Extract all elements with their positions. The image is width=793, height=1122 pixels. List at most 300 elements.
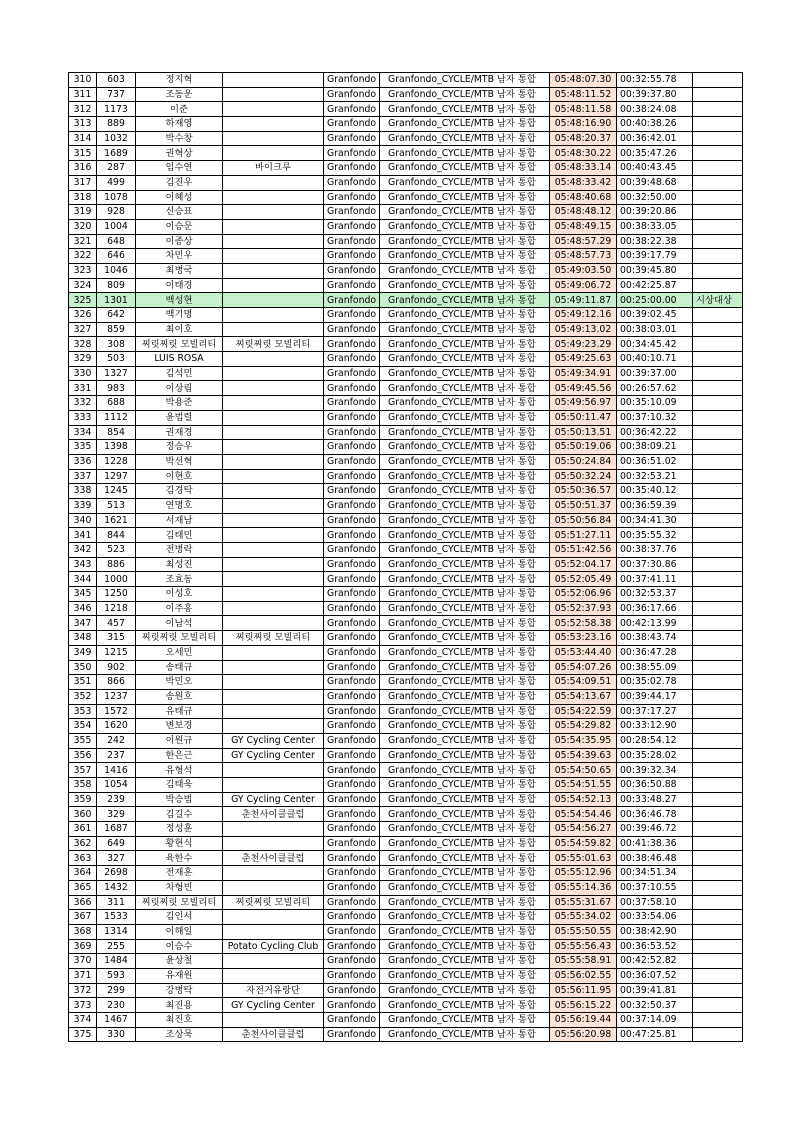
bib-cell: 237 bbox=[97, 748, 136, 763]
rank-cell: 357 bbox=[69, 763, 97, 778]
rank-cell: 369 bbox=[69, 939, 97, 954]
team-cell bbox=[223, 352, 324, 367]
course-cell: Granfondo bbox=[324, 1027, 380, 1042]
category-cell: Granfondo_CYCLE/MTB 남자 통합 bbox=[380, 73, 550, 88]
category-cell: Granfondo_CYCLE/MTB 남자 통합 bbox=[380, 689, 550, 704]
table-row bbox=[69, 278, 743, 293]
bib-cell: 737 bbox=[97, 87, 136, 102]
total-time-cell: 05:52:37.93 bbox=[550, 601, 617, 616]
table-row bbox=[69, 131, 743, 146]
category-cell: Granfondo_CYCLE/MTB 남자 통합 bbox=[380, 410, 550, 425]
total-time-cell: 05:52:05.49 bbox=[550, 572, 617, 587]
category-cell: Granfondo_CYCLE/MTB 남자 통합 bbox=[380, 763, 550, 778]
segment-time-cell: 00:36:07.52 bbox=[617, 968, 693, 983]
rank-cell: 353 bbox=[69, 704, 97, 719]
course-cell: Granfondo bbox=[324, 704, 380, 719]
name-cell: 연명호 bbox=[136, 498, 223, 513]
rank-cell: 314 bbox=[69, 131, 97, 146]
course-cell: Granfondo bbox=[324, 543, 380, 558]
rank-cell: 323 bbox=[69, 263, 97, 278]
note-cell bbox=[693, 807, 743, 822]
total-time-cell: 05:56:11.95 bbox=[550, 983, 617, 998]
total-time-cell: 05:54:35.95 bbox=[550, 733, 617, 748]
name-cell: 이태경 bbox=[136, 278, 223, 293]
team-cell bbox=[223, 440, 324, 455]
note-cell bbox=[693, 836, 743, 851]
note-cell bbox=[693, 440, 743, 455]
category-cell: Granfondo_CYCLE/MTB 남자 통합 bbox=[380, 704, 550, 719]
team-cell bbox=[223, 117, 324, 132]
table-row bbox=[69, 146, 743, 161]
bib-cell: 1297 bbox=[97, 469, 136, 484]
bib-cell: 1237 bbox=[97, 689, 136, 704]
category-cell: Granfondo_CYCLE/MTB 남자 통합 bbox=[380, 601, 550, 616]
name-cell: 최진용 bbox=[136, 998, 223, 1013]
bib-cell: 854 bbox=[97, 425, 136, 440]
category-cell: Granfondo_CYCLE/MTB 남자 통합 bbox=[380, 1013, 550, 1028]
team-cell bbox=[223, 836, 324, 851]
name-cell: 이승문 bbox=[136, 219, 223, 234]
rank-cell: 324 bbox=[69, 278, 97, 293]
category-cell: Granfondo_CYCLE/MTB 남자 통합 bbox=[380, 748, 550, 763]
bib-cell: 1621 bbox=[97, 513, 136, 528]
bib-cell: 499 bbox=[97, 175, 136, 190]
category-cell: Granfondo_CYCLE/MTB 남자 통합 bbox=[380, 557, 550, 572]
total-time-cell: 05:55:56.43 bbox=[550, 939, 617, 954]
total-time-cell: 05:48:30.22 bbox=[550, 146, 617, 161]
rank-cell: 329 bbox=[69, 352, 97, 367]
bib-cell: 1112 bbox=[97, 410, 136, 425]
team-cell: 자전거유랑단 bbox=[223, 983, 324, 998]
table-row bbox=[69, 983, 743, 998]
category-cell: Granfondo_CYCLE/MTB 남자 통합 bbox=[380, 910, 550, 925]
segment-time-cell: 00:35:40.12 bbox=[617, 484, 693, 499]
note-cell bbox=[693, 968, 743, 983]
note-cell bbox=[693, 910, 743, 925]
name-cell: 조동운 bbox=[136, 87, 223, 102]
rank-cell: 347 bbox=[69, 616, 97, 631]
table-row bbox=[69, 175, 743, 190]
table-row bbox=[69, 205, 743, 220]
category-cell: Granfondo_CYCLE/MTB 남자 통합 bbox=[380, 87, 550, 102]
course-cell: Granfondo bbox=[324, 763, 380, 778]
bib-cell: 311 bbox=[97, 895, 136, 910]
table-row bbox=[69, 366, 743, 381]
name-cell: 권혁상 bbox=[136, 146, 223, 161]
total-time-cell: 05:49:25.63 bbox=[550, 352, 617, 367]
rank-cell: 364 bbox=[69, 866, 97, 881]
name-cell: 이남석 bbox=[136, 616, 223, 631]
total-time-cell: 05:49:03.50 bbox=[550, 263, 617, 278]
total-time-cell: 05:48:20.37 bbox=[550, 131, 617, 146]
segment-time-cell: 00:38:46.48 bbox=[617, 851, 693, 866]
segment-time-cell: 00:39:46.72 bbox=[617, 822, 693, 837]
name-cell: 최이호 bbox=[136, 322, 223, 337]
name-cell: 김길수 bbox=[136, 807, 223, 822]
bib-cell: 642 bbox=[97, 308, 136, 323]
rank-cell: 327 bbox=[69, 322, 97, 337]
table-row bbox=[69, 469, 743, 484]
category-cell: Granfondo_CYCLE/MTB 남자 통합 bbox=[380, 631, 550, 646]
bib-cell: 983 bbox=[97, 381, 136, 396]
rank-cell: 351 bbox=[69, 675, 97, 690]
team-cell bbox=[223, 381, 324, 396]
bib-cell: 330 bbox=[97, 1027, 136, 1042]
category-cell: Granfondo_CYCLE/MTB 남자 통합 bbox=[380, 425, 550, 440]
segment-time-cell: 00:36:59.39 bbox=[617, 498, 693, 513]
course-cell: Granfondo bbox=[324, 146, 380, 161]
category-cell: Granfondo_CYCLE/MTB 남자 통합 bbox=[380, 263, 550, 278]
course-cell: Granfondo bbox=[324, 528, 380, 543]
note-cell bbox=[693, 954, 743, 969]
total-time-cell: 05:56:15.22 bbox=[550, 998, 617, 1013]
segment-time-cell: 00:35:02.78 bbox=[617, 675, 693, 690]
note-cell bbox=[693, 645, 743, 660]
note-cell bbox=[693, 131, 743, 146]
rank-cell: 333 bbox=[69, 410, 97, 425]
total-time-cell: 05:49:56.97 bbox=[550, 396, 617, 411]
total-time-cell: 05:54:22.59 bbox=[550, 704, 617, 719]
course-cell: Granfondo bbox=[324, 675, 380, 690]
rank-cell: 363 bbox=[69, 851, 97, 866]
name-cell: 이준 bbox=[136, 102, 223, 117]
name-cell: 백기명 bbox=[136, 308, 223, 323]
note-cell bbox=[693, 601, 743, 616]
note-cell bbox=[693, 616, 743, 631]
segment-time-cell: 00:39:37.80 bbox=[617, 87, 693, 102]
course-cell: Granfondo bbox=[324, 469, 380, 484]
course-cell: Granfondo bbox=[324, 719, 380, 734]
total-time-cell: 05:50:51.37 bbox=[550, 498, 617, 513]
name-cell: 이주홍 bbox=[136, 601, 223, 616]
team-cell bbox=[223, 396, 324, 411]
team-cell bbox=[223, 601, 324, 616]
bib-cell: 1301 bbox=[97, 293, 136, 308]
bib-cell: 886 bbox=[97, 557, 136, 572]
name-cell: 윤상철 bbox=[136, 954, 223, 969]
note-cell bbox=[693, 410, 743, 425]
rank-cell: 320 bbox=[69, 219, 97, 234]
name-cell: 신승표 bbox=[136, 205, 223, 220]
total-time-cell: 05:56:02.55 bbox=[550, 968, 617, 983]
total-time-cell: 05:55:50.55 bbox=[550, 924, 617, 939]
rank-cell: 325 bbox=[69, 293, 97, 308]
course-cell: Granfondo bbox=[324, 733, 380, 748]
total-time-cell: 05:48:40.68 bbox=[550, 190, 617, 205]
category-cell: Granfondo_CYCLE/MTB 남자 통합 bbox=[380, 352, 550, 367]
course-cell: Granfondo bbox=[324, 175, 380, 190]
segment-time-cell: 00:36:17.66 bbox=[617, 601, 693, 616]
segment-time-cell: 00:32:53.21 bbox=[617, 469, 693, 484]
category-cell: Granfondo_CYCLE/MTB 남자 통합 bbox=[380, 234, 550, 249]
table-row bbox=[69, 924, 743, 939]
note-cell bbox=[693, 983, 743, 998]
segment-time-cell: 00:37:17.27 bbox=[617, 704, 693, 719]
course-cell: Granfondo bbox=[324, 660, 380, 675]
segment-time-cell: 00:38:09.21 bbox=[617, 440, 693, 455]
bib-cell: 1620 bbox=[97, 719, 136, 734]
segment-time-cell: 00:39:44.17 bbox=[617, 689, 693, 704]
course-cell: Granfondo bbox=[324, 425, 380, 440]
total-time-cell: 05:55:01.63 bbox=[550, 851, 617, 866]
team-cell bbox=[223, 778, 324, 793]
rank-cell: 345 bbox=[69, 587, 97, 602]
note-cell bbox=[693, 425, 743, 440]
course-cell: Granfondo bbox=[324, 117, 380, 132]
total-time-cell: 05:50:19.06 bbox=[550, 440, 617, 455]
bib-cell: 1054 bbox=[97, 778, 136, 793]
course-cell: Granfondo bbox=[324, 807, 380, 822]
team-cell: Potato Cycling Club bbox=[223, 939, 324, 954]
team-cell bbox=[223, 528, 324, 543]
name-cell: 찌릿찌릿 모빌리티 bbox=[136, 895, 223, 910]
name-cell: 전재훈 bbox=[136, 866, 223, 881]
note-cell bbox=[693, 263, 743, 278]
bib-cell: 1173 bbox=[97, 102, 136, 117]
note-cell bbox=[693, 469, 743, 484]
segment-time-cell: 00:36:46.78 bbox=[617, 807, 693, 822]
rank-cell: 311 bbox=[69, 87, 97, 102]
note-cell bbox=[693, 939, 743, 954]
team-cell: GY Cycling Center bbox=[223, 748, 324, 763]
rank-cell: 317 bbox=[69, 175, 97, 190]
team-cell bbox=[223, 616, 324, 631]
team-cell: 찌릿찌릿 모빌리티 bbox=[223, 631, 324, 646]
total-time-cell: 05:54:09.51 bbox=[550, 675, 617, 690]
table-row bbox=[69, 836, 743, 851]
note-cell bbox=[693, 748, 743, 763]
rank-cell: 340 bbox=[69, 513, 97, 528]
total-time-cell: 05:54:52.13 bbox=[550, 792, 617, 807]
name-cell: 이상림 bbox=[136, 381, 223, 396]
category-cell: Granfondo_CYCLE/MTB 남자 통합 bbox=[380, 719, 550, 734]
segment-time-cell: 00:42:25.87 bbox=[617, 278, 693, 293]
segment-time-cell: 00:34:45.42 bbox=[617, 337, 693, 352]
team-cell bbox=[223, 322, 324, 337]
rank-cell: 371 bbox=[69, 968, 97, 983]
bib-cell: 1327 bbox=[97, 366, 136, 381]
name-cell: 황현식 bbox=[136, 836, 223, 851]
segment-time-cell: 00:37:30.86 bbox=[617, 557, 693, 572]
course-cell: Granfondo bbox=[324, 161, 380, 176]
rank-cell: 366 bbox=[69, 895, 97, 910]
bib-cell: 648 bbox=[97, 234, 136, 249]
bib-cell: 308 bbox=[97, 337, 136, 352]
category-cell: Granfondo_CYCLE/MTB 남자 통합 bbox=[380, 645, 550, 660]
course-cell: Granfondo bbox=[324, 381, 380, 396]
total-time-cell: 05:48:07.30 bbox=[550, 73, 617, 88]
course-cell: Granfondo bbox=[324, 689, 380, 704]
name-cell: 이혜성 bbox=[136, 190, 223, 205]
course-cell: Granfondo bbox=[324, 939, 380, 954]
bib-cell: 928 bbox=[97, 205, 136, 220]
course-cell: Granfondo bbox=[324, 968, 380, 983]
total-time-cell: 05:54:51.55 bbox=[550, 778, 617, 793]
category-cell: Granfondo_CYCLE/MTB 남자 통합 bbox=[380, 836, 550, 851]
rank-cell: 342 bbox=[69, 543, 97, 558]
team-cell: 찌릿찌릿 모빌리티 bbox=[223, 895, 324, 910]
segment-time-cell: 00:39:20.86 bbox=[617, 205, 693, 220]
rank-cell: 350 bbox=[69, 660, 97, 675]
bib-cell: 866 bbox=[97, 675, 136, 690]
team-cell bbox=[223, 880, 324, 895]
name-cell: 박민오 bbox=[136, 675, 223, 690]
table-row bbox=[69, 322, 743, 337]
course-cell: Granfondo bbox=[324, 484, 380, 499]
segment-time-cell: 00:33:54.06 bbox=[617, 910, 693, 925]
course-cell: Granfondo bbox=[324, 410, 380, 425]
rank-cell: 341 bbox=[69, 528, 97, 543]
team-cell: GY Cycling Center bbox=[223, 733, 324, 748]
rank-cell: 321 bbox=[69, 234, 97, 249]
total-time-cell: 05:48:33.42 bbox=[550, 175, 617, 190]
rank-cell: 360 bbox=[69, 807, 97, 822]
note-cell bbox=[693, 352, 743, 367]
total-time-cell: 05:52:04.17 bbox=[550, 557, 617, 572]
segment-time-cell: 00:38:22.38 bbox=[617, 234, 693, 249]
bib-cell: 1046 bbox=[97, 263, 136, 278]
segment-time-cell: 00:39:37.00 bbox=[617, 366, 693, 381]
table-row bbox=[69, 381, 743, 396]
category-cell: Granfondo_CYCLE/MTB 남자 통합 bbox=[380, 175, 550, 190]
bib-cell: 902 bbox=[97, 660, 136, 675]
team-cell bbox=[223, 910, 324, 925]
total-time-cell: 05:48:57.29 bbox=[550, 234, 617, 249]
course-cell: Granfondo bbox=[324, 1013, 380, 1028]
category-cell: Granfondo_CYCLE/MTB 남자 통합 bbox=[380, 440, 550, 455]
segment-time-cell: 00:39:02.45 bbox=[617, 308, 693, 323]
team-cell bbox=[223, 219, 324, 234]
category-cell: Granfondo_CYCLE/MTB 남자 통합 bbox=[380, 851, 550, 866]
course-cell: Granfondo bbox=[324, 557, 380, 572]
segment-time-cell: 00:32:53.37 bbox=[617, 587, 693, 602]
note-cell bbox=[693, 1013, 743, 1028]
table-row bbox=[69, 102, 743, 117]
note-cell bbox=[693, 998, 743, 1013]
rank-cell: 332 bbox=[69, 396, 97, 411]
note-cell bbox=[693, 102, 743, 117]
table-row bbox=[69, 616, 743, 631]
name-cell: 김진우 bbox=[136, 175, 223, 190]
segment-time-cell: 00:40:10.71 bbox=[617, 352, 693, 367]
team-cell bbox=[223, 263, 324, 278]
segment-time-cell: 00:37:41.11 bbox=[617, 572, 693, 587]
segment-time-cell: 00:47:25.81 bbox=[617, 1027, 693, 1042]
note-cell bbox=[693, 278, 743, 293]
category-cell: Granfondo_CYCLE/MTB 남자 통합 bbox=[380, 513, 550, 528]
segment-time-cell: 00:34:41.30 bbox=[617, 513, 693, 528]
team-cell bbox=[223, 73, 324, 88]
team-cell bbox=[223, 675, 324, 690]
bib-cell: 1032 bbox=[97, 131, 136, 146]
bib-cell: 230 bbox=[97, 998, 136, 1013]
team-cell bbox=[223, 513, 324, 528]
rank-cell: 359 bbox=[69, 792, 97, 807]
team-cell bbox=[223, 954, 324, 969]
category-cell: Granfondo_CYCLE/MTB 남자 통합 bbox=[380, 954, 550, 969]
total-time-cell: 05:55:12.96 bbox=[550, 866, 617, 881]
total-time-cell: 05:54:54.46 bbox=[550, 807, 617, 822]
name-cell: 김태욱 bbox=[136, 778, 223, 793]
bib-cell: 1687 bbox=[97, 822, 136, 837]
name-cell: 하재영 bbox=[136, 117, 223, 132]
team-cell bbox=[223, 175, 324, 190]
team-cell: 바이크루 bbox=[223, 161, 324, 176]
note-cell bbox=[693, 557, 743, 572]
note-cell bbox=[693, 308, 743, 323]
table-row bbox=[69, 117, 743, 132]
total-time-cell: 05:55:34.02 bbox=[550, 910, 617, 925]
bib-cell: 1484 bbox=[97, 954, 136, 969]
table-row bbox=[69, 1013, 743, 1028]
total-time-cell: 05:48:48.12 bbox=[550, 205, 617, 220]
course-cell: Granfondo bbox=[324, 616, 380, 631]
rank-cell: 370 bbox=[69, 954, 97, 969]
course-cell: Granfondo bbox=[324, 895, 380, 910]
total-time-cell: 05:50:56.84 bbox=[550, 513, 617, 528]
name-cell: 강병탁 bbox=[136, 983, 223, 998]
bib-cell: 1218 bbox=[97, 601, 136, 616]
rank-cell: 356 bbox=[69, 748, 97, 763]
team-cell bbox=[223, 689, 324, 704]
team-cell bbox=[223, 234, 324, 249]
rank-cell: 373 bbox=[69, 998, 97, 1013]
name-cell: 조상묵 bbox=[136, 1027, 223, 1042]
name-cell: 차형빈 bbox=[136, 880, 223, 895]
segment-time-cell: 00:36:42.22 bbox=[617, 425, 693, 440]
note-cell bbox=[693, 381, 743, 396]
segment-time-cell: 00:38:03.01 bbox=[617, 322, 693, 337]
name-cell: 찌릿찌릿 모빌리티 bbox=[136, 631, 223, 646]
segment-time-cell: 00:32:50.37 bbox=[617, 998, 693, 1013]
bib-cell: 1572 bbox=[97, 704, 136, 719]
category-cell: Granfondo_CYCLE/MTB 남자 통합 bbox=[380, 998, 550, 1013]
category-cell: Granfondo_CYCLE/MTB 남자 통합 bbox=[380, 396, 550, 411]
bib-cell: 1000 bbox=[97, 572, 136, 587]
note-cell bbox=[693, 190, 743, 205]
team-cell: 춘천사이클클럽 bbox=[223, 807, 324, 822]
segment-time-cell: 00:39:45.80 bbox=[617, 263, 693, 278]
category-cell: Granfondo_CYCLE/MTB 남자 통합 bbox=[380, 778, 550, 793]
table-row bbox=[69, 454, 743, 469]
note-cell bbox=[693, 763, 743, 778]
table-row bbox=[69, 792, 743, 807]
course-cell: Granfondo bbox=[324, 219, 380, 234]
team-cell bbox=[223, 704, 324, 719]
table-row bbox=[69, 440, 743, 455]
course-cell: Granfondo bbox=[324, 190, 380, 205]
category-cell: Granfondo_CYCLE/MTB 남자 통합 bbox=[380, 792, 550, 807]
segment-time-cell: 00:36:53.52 bbox=[617, 939, 693, 954]
category-cell: Granfondo_CYCLE/MTB 남자 통합 bbox=[380, 205, 550, 220]
name-cell: 박용준 bbox=[136, 396, 223, 411]
category-cell: Granfondo_CYCLE/MTB 남자 통합 bbox=[380, 968, 550, 983]
rank-cell: 352 bbox=[69, 689, 97, 704]
table-row bbox=[69, 543, 743, 558]
bib-cell: 315 bbox=[97, 631, 136, 646]
note-cell bbox=[693, 249, 743, 264]
category-cell: Granfondo_CYCLE/MTB 남자 통합 bbox=[380, 219, 550, 234]
table-row bbox=[69, 645, 743, 660]
bib-cell: 1215 bbox=[97, 645, 136, 660]
course-cell: Granfondo bbox=[324, 278, 380, 293]
rank-cell: 372 bbox=[69, 983, 97, 998]
segment-time-cell: 00:40:38.26 bbox=[617, 117, 693, 132]
rank-cell: 335 bbox=[69, 440, 97, 455]
course-cell: Granfondo bbox=[324, 748, 380, 763]
segment-time-cell: 00:35:10.09 bbox=[617, 396, 693, 411]
segment-time-cell: 00:37:58.10 bbox=[617, 895, 693, 910]
